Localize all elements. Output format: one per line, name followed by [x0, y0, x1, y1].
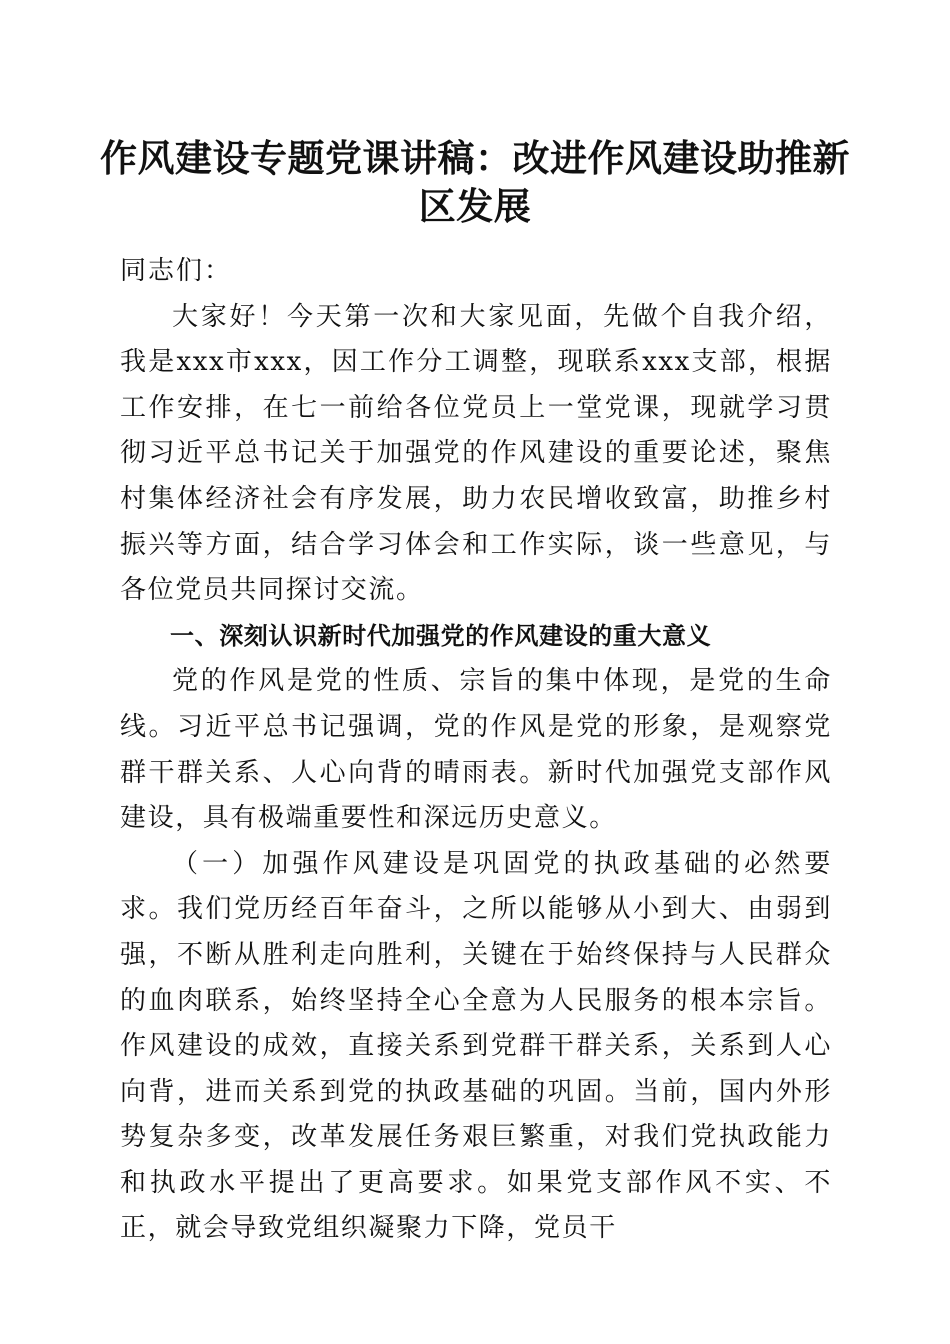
intro-paragraph: 大家好！今天第一次和大家见面，先做个自我介绍，我是xxx市xxx，因工作分工调整，现联系xxx支部，根据工作安排，在七一前给各位党员上一堂党课，现就学习贯彻习近平总书记关于加强党的作风建设的重要论述，聚焦村集体经济社会有序发展，助力农民增收致富，助推乡村振兴等方面，结合学习体会和工作实际，谈一些意见，与各位党员共同探讨交流。 [120, 301, 832, 606]
subsection-1-paragraph: （一）加强作风建设是巩固党的执政基础的必然要求。我们党历经百年奋斗，之所以能够从小到大、由弱到强，不断从胜利走向胜利，关键在于始终保持与人民群众的血肉联系，始终坚持全心全意为人民服务的根本宗旨。作风建设的成效，直接关系到党群干群关系，关系到人心向背，进而关系到党的执政基础的巩固。当前，国内外形势复杂多变，改革发展任务艰巨繁重，对我们党执政能力和执政水平提出了更高要求。如果党支部作风不实、不正，就会导致党组织凝聚力下降，党员干 [120, 848, 832, 1244]
document-title [100, 134, 850, 230]
title-line-1: 作风建设专题党课讲稿：改进作风建设助推新 [100, 136, 850, 180]
greeting: 同志们： [120, 256, 233, 286]
section-1-paragraph: 党的作风是党的性质、宗旨的集中体现，是党的生命线。习近平总书记强调，党的作风是党的形象，是观察党群干群关系、人心向背的晴雨表。新时代加强党支部作风建设，具有极端重要性和深远历史意义。 [120, 666, 832, 834]
document-body [120, 249, 832, 1252]
section-1-heading: 一、深刻认识新时代加强党的作风建设的重大意义 [170, 621, 712, 650]
title-line-2: 区发展 [418, 184, 532, 228]
